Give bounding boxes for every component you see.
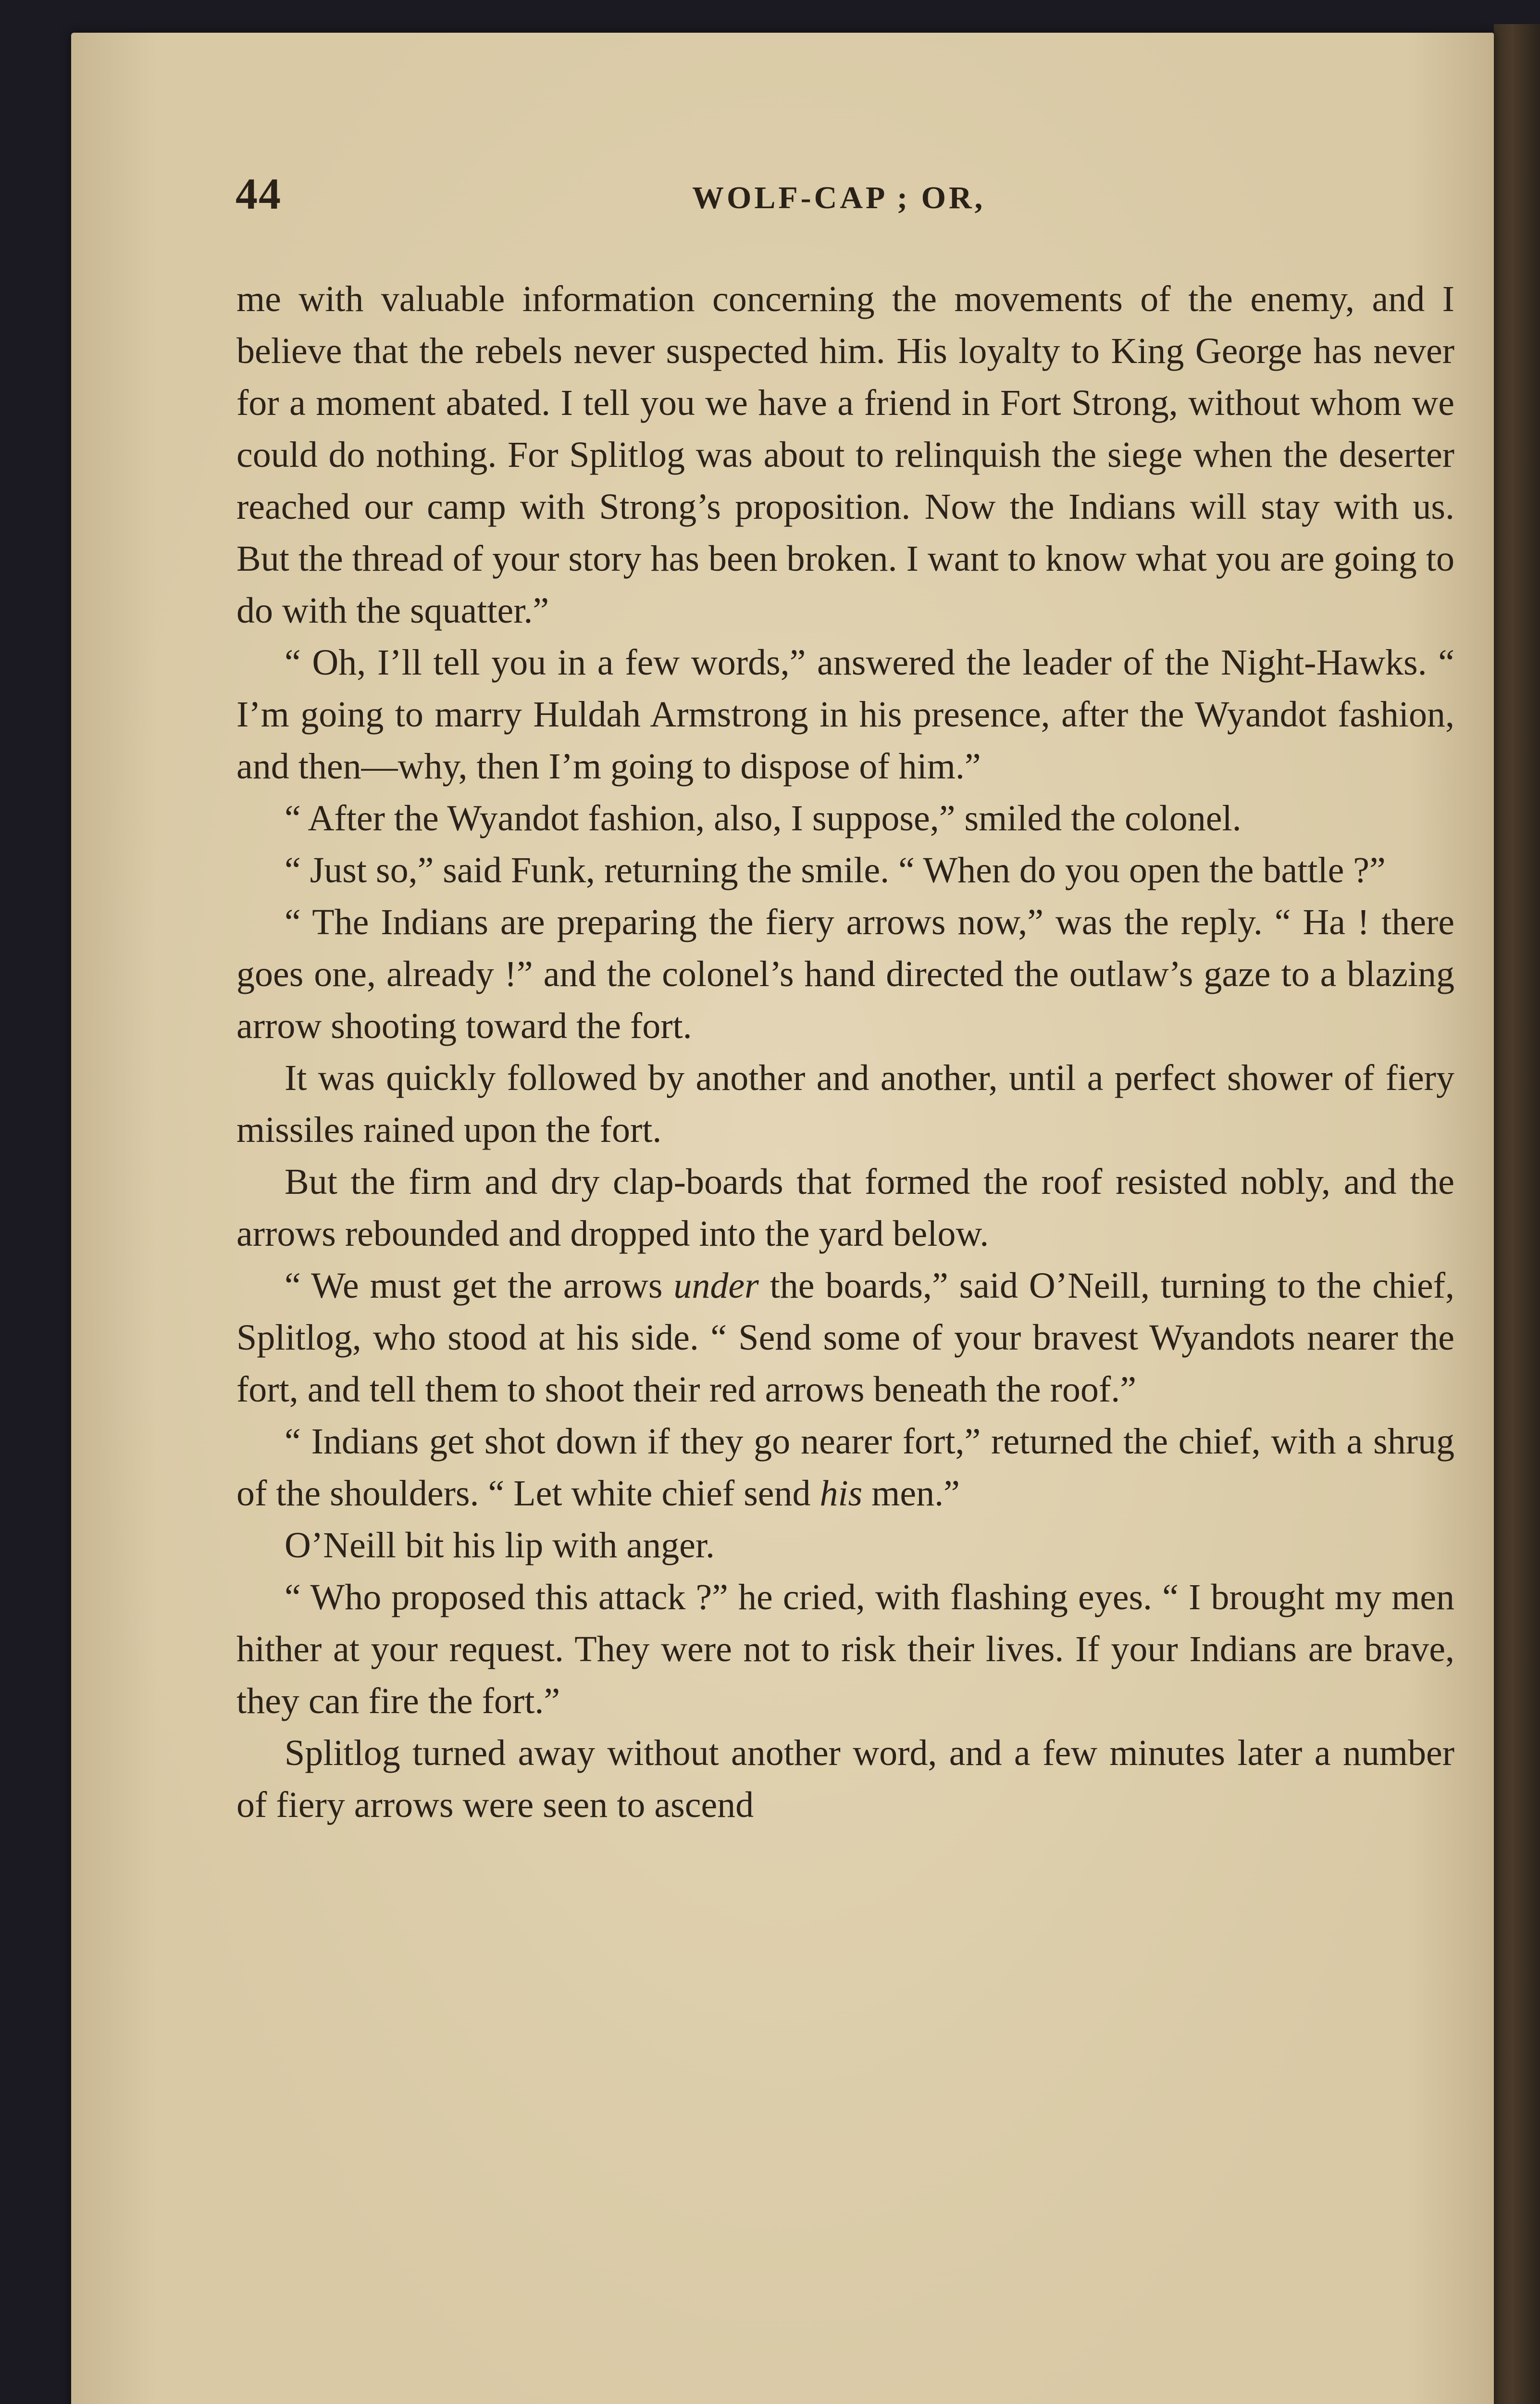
paragraph [236,1260,1454,1415]
paragraph-text: me with valuable information concerning the movements of the enemy, and I believe that the rebels never suspected him. His loyalty to King George has never for a moment abated. I tell you we have a friend in Fort Strong, without whom we could do nothing. For Splitlog was about to relinquish the siege when the deserter reached our camp with Strong’s proposition. Now the Indians will stay with us. But the thread of your story has been broken. I want to know what you are going to do with the squatter.” [236,279,1454,631]
italic-text: his [820,1473,863,1514]
paragraph-text: “ We must get the arrows [285,1265,674,1306]
italic-text: under [673,1265,759,1306]
paragraph-text: “ Indians get shot down if they go nearer fort,” returned the chief, with a shrug of the shoulders. “ Let white chief send [236,1421,1454,1514]
paragraph [236,792,1454,844]
paragraph-text: men.” [862,1473,960,1514]
paragraph [236,637,1454,792]
paragraph-text: “ Oh, I’ll tell you in a few words,” answered the leader of the Night-Hawks. “ I’m going to marry Huldah Armstrong in his presence, after the Wyandot fashion, and then—why, then I’m going to dispose of him.” [236,642,1454,787]
paragraph-text: It was quickly followed by another and another, until a perfect shower of fiery missiles rained upon the fort. [236,1058,1454,1150]
paragraph [236,1156,1454,1260]
paragraph [236,1052,1454,1156]
paragraph [236,844,1454,896]
paragraph-text: But the firm and dry clap-boards that formed the roof resisted nobly, and the arrows rebounded and dropped into the yard below. [236,1162,1454,1254]
page-header [163,159,1471,236]
paragraph-text: Splitlog turned away without another word, and a few minutes later a number of fiery arrows were seen to ascend [236,1733,1454,1825]
paragraph-text: “ After the Wyandot fashion, also, I suppose,” smiled the colonel. [285,798,1242,839]
paragraph [236,1415,1454,1519]
page-body-text [236,273,1454,1831]
paragraph-text: the boards,” said O’Neill, turning to the chief, Splitlog, who stood at his side. “ Send some of your bravest Wyandots nearer the fort, and tell them to shoot their red arrows beneath the roof.” [236,1265,1454,1410]
page-number: 44 [236,169,282,218]
paragraph [236,1571,1454,1727]
paragraph [236,896,1454,1052]
running-head: WOLF-CAP ; OR, [692,180,986,215]
paragraph [236,1519,1454,1571]
paragraph-text: “ The Indians are preparing the fiery arrows now,” was the reply. “ Ha ! there goes one, already !” and the colonel’s hand directed the outlaw’s gaze to a blazing arrow shooting toward the fort. [236,902,1454,1046]
paragraph [236,1727,1454,1831]
paragraph-text: “ Just so,” said Funk, returning the smile. “ When do you open the battle ?” [285,850,1386,890]
paragraph [236,273,1454,637]
book-spine-edge [1494,24,1540,2404]
paragraph-text: O’Neill bit his lip with anger. [285,1525,715,1565]
paragraph-text: “ Who proposed this attack ?” he cried, with flashing eyes. “ I brought my men hither at your request. They were not to risk their lives. If your Indians are brave, they can fire the fort.” [236,1577,1454,1721]
